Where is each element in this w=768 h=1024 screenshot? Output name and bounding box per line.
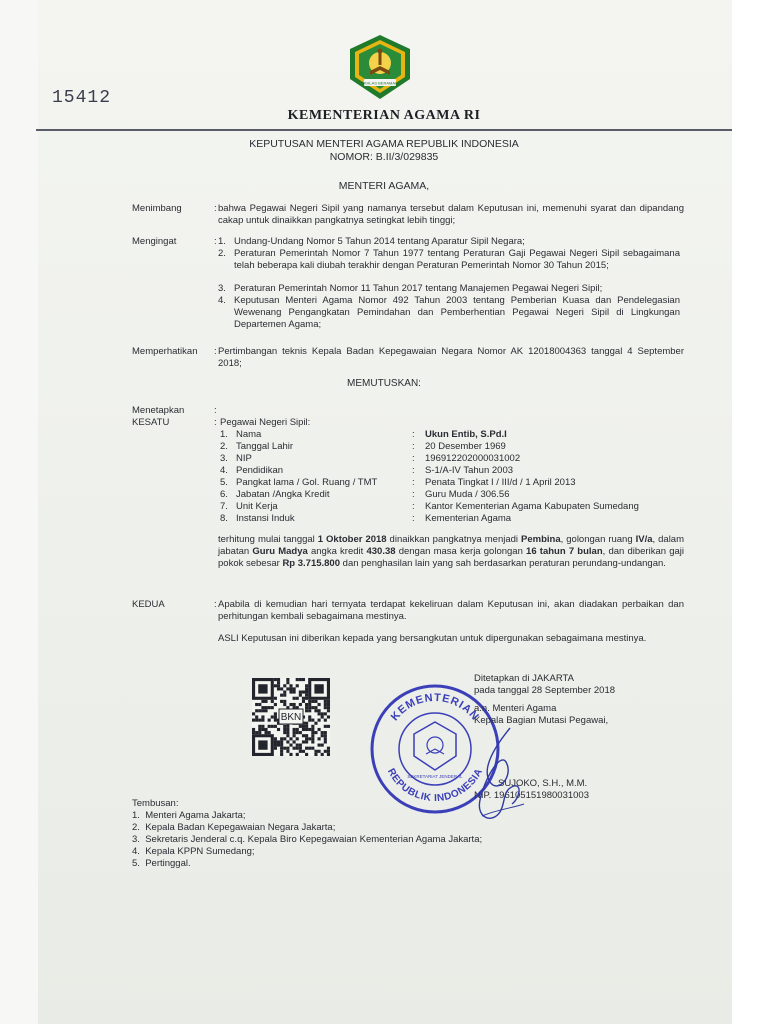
qr-center-label: BKN <box>280 712 302 723</box>
mengingat-item: Peraturan Pemerintah Nomor 7 Tahun 1977 tentang Peraturan Gaji Pegawai Negeri Sipil sebagaimana telah beberapa kali diubah terakhir dengan Peraturan Pemerintah Nomor 30 Tahun 2015; <box>234 248 680 271</box>
colon: : <box>214 203 217 214</box>
colon: : <box>412 441 415 452</box>
colon: : <box>412 465 415 476</box>
signer-name: SUJOKO, S.H., M.M. <box>498 778 588 789</box>
colon: : <box>412 429 415 440</box>
ministry-logo <box>346 33 414 101</box>
list-number: 2. <box>132 822 146 833</box>
stamp-inner-text: SEKRETARIAT JENDERAL <box>407 774 463 779</box>
handwritten-signature <box>462 720 532 830</box>
memutuskan-heading: MEMUTUSKAN: <box>347 378 421 389</box>
decree-number: NOMOR: B.II/3/029835 <box>329 151 439 163</box>
text-run: , dan diberikan gaji pokok sebesar <box>218 546 684 569</box>
new-position: Guru Madya <box>252 546 308 557</box>
list-number: 1. <box>218 236 226 247</box>
tembusan-label: Tembusan: <box>132 798 179 809</box>
field-number: 2. <box>220 441 228 452</box>
mengingat-item: Keputusan Menteri Agama Nomor 492 Tahun 2003 tentang Pemberian Kuasa dan Pendelegasian Wewenang Pengangkatan Pemindahan dan Pemberhentian Pegawai Negeri Sipil di Lingkungan Departemen Agama; <box>234 295 680 330</box>
credit-score: 430.38 <box>366 546 396 557</box>
text-run: dinaikkan pangkatnya menjadi <box>386 534 522 545</box>
signing-on-behalf: a.n. Menteri Agama <box>474 703 557 714</box>
field-label: Tanggal Lahir <box>236 441 294 452</box>
promotion-date: 1 Oktober 2018 <box>317 534 387 545</box>
stamp-bottom-text: REPUBLIK INDONESIA <box>384 766 486 805</box>
field-label: Nama <box>236 429 262 440</box>
colon: : <box>214 417 217 428</box>
field-label: Jabatan /Angka Kredit <box>236 489 330 500</box>
colon: : <box>214 599 217 610</box>
field-label: NIP <box>236 453 252 464</box>
signer-nip: NIP. 196105151980031003 <box>474 790 589 801</box>
stamp-top-text: KEMENTERIAN <box>388 691 482 724</box>
list-number: 5. <box>132 858 146 869</box>
list-number: 4. <box>218 295 226 306</box>
document-number: 15412 <box>52 88 112 108</box>
tembusan-item <box>132 858 191 870</box>
field-value: S-1/A-IV Tahun 2003 <box>425 465 514 476</box>
field-value: 196912202000031002 <box>425 453 521 464</box>
logo-banner-text: IKHLAS BERAMAL <box>362 80 398 86</box>
kesatu-intro: Pegawai Negeri Sipil: <box>220 417 311 428</box>
list-number: 2. <box>218 248 226 259</box>
menetapkan-label: Menetapkan <box>132 405 185 416</box>
tenure: 16 tahun 7 bulan <box>526 546 603 557</box>
base-salary: Rp 3.715.800 <box>282 558 341 569</box>
list-number: 4. <box>132 846 146 857</box>
colon: : <box>412 477 415 488</box>
list-number: 3. <box>132 834 146 845</box>
tembusan-item <box>132 810 246 822</box>
field-value: Kementerian Agama <box>425 513 512 524</box>
colon: : <box>214 346 217 357</box>
list-number: 1. <box>132 810 146 821</box>
bkn-qr-code <box>252 678 330 756</box>
new-grade: IV/a <box>635 534 653 545</box>
mengingat-item: Undang-Undang Nomor 5 Tahun 2014 tentang Aparatur Sipil Negara; <box>234 236 525 247</box>
text-run: , dalam jabatan <box>218 534 685 557</box>
tembusan-item-text: Menteri Agama Jakarta; <box>145 810 246 821</box>
memperhatikan-text: Pertimbangan teknis Kepala Badan Kepegawaian Negara Nomor AK 12018004363 tanggal 4 September 2018; <box>218 346 684 369</box>
field-number: 6. <box>220 489 228 500</box>
decree-title-line: KEPUTUSAN MENTERI AGAMA REPUBLIK INDONESIA <box>249 138 519 150</box>
field-number: 8. <box>220 513 228 524</box>
list-number: 3. <box>218 283 226 294</box>
field-value: Penata Tingkat I / III/d / 1 April 2013 <box>425 477 576 488</box>
field-value: Guru Muda / 306.56 <box>425 489 510 500</box>
signing-place: Ditetapkan di JAKARTA <box>474 673 574 684</box>
colon: : <box>214 405 217 416</box>
field-number: 7. <box>220 501 228 512</box>
tembusan-item-text: Sekretaris Jenderal c.q. Kepala Biro Kepegawaian Kementerian Agama Jakarta; <box>145 834 483 845</box>
text-run: terhitung mulai tanggal <box>218 534 318 545</box>
menimbang-label: Menimbang <box>132 203 182 214</box>
colon: : <box>214 236 217 247</box>
header-rule <box>36 129 732 131</box>
memperhatikan-label: Memperhatikan <box>132 346 198 357</box>
tembusan-item-text: Kepala KPPN Sumedang; <box>145 846 255 857</box>
tembusan-item <box>132 822 335 834</box>
decree-title <box>0 138 768 164</box>
minister-heading: MENTERI AGAMA, <box>338 180 430 192</box>
text-run: angka kredit <box>307 546 367 557</box>
mengingat-label: Mengingat <box>132 236 177 247</box>
tembusan-item <box>132 834 482 846</box>
kesatu-label: KESATU <box>132 417 170 428</box>
field-value-name: Ukun Entib, S.Pd.I <box>425 429 507 440</box>
new-rank: Pembina <box>521 534 561 545</box>
text-run: , golongan ruang <box>560 534 636 545</box>
menimbang-text: bahwa Pegawai Negeri Sipil yang namanya tersebut dalam Keputusan ini, memenuhi syarat dan dipandang cakap untuk dinaikkan pangkatnya setingkat lebih tinggi; <box>218 203 684 226</box>
field-label: Instansi Induk <box>236 513 295 524</box>
promotion-paragraph <box>218 534 684 570</box>
kedua-asli-text: ASLI Keputusan ini diberikan kepada yang bersangkutan untuk dipergunakan sebagaimana mestinya. <box>218 633 647 644</box>
field-number: 1. <box>220 429 228 440</box>
ministry-title: KEMENTERIAN AGAMA RI <box>287 108 481 123</box>
colon: : <box>412 501 415 512</box>
colon: : <box>412 489 415 500</box>
tembusan-item <box>132 846 255 858</box>
tembusan-item-text: Pertinggal. <box>145 858 191 869</box>
mengingat-item: Peraturan Pemerintah Nomor 11 Tahun 2017 tentang Manajemen Pegawai Negeri Sipil; <box>234 283 603 294</box>
field-value: Kantor Kementerian Agama Kabupaten Sumedang <box>425 501 639 512</box>
field-value: 20 Desember 1969 <box>425 441 506 452</box>
text-run: dan penghasilan lain yang sah berdasarkan peraturan perundang-undangan. <box>340 558 666 569</box>
field-label: Pendidikan <box>236 465 284 476</box>
signing-role: Kepala Bagian Mutasi Pegawai, <box>474 715 609 726</box>
field-number: 4. <box>220 465 228 476</box>
field-number: 3. <box>220 453 228 464</box>
field-label: Unit Kerja <box>236 501 278 512</box>
kedua-label: KEDUA <box>132 599 165 610</box>
signing-date: pada tanggal 28 September 2018 <box>474 685 616 696</box>
colon: : <box>412 513 415 524</box>
colon: : <box>412 453 415 464</box>
tembusan-item-text: Kepala Badan Kepegawaian Negara Jakarta; <box>145 822 336 833</box>
field-number: 5. <box>220 477 228 488</box>
text-run: dengan masa kerja golongan <box>395 546 527 557</box>
kedua-text: Apabila di kemudian hari ternyata terdapat kekeliruan dalam Keputusan ini, akan diadakan perbaikan dan perhitungan kembali sebagaimana mestinya. <box>218 599 684 622</box>
field-label: Pangkat lama / Gol. Ruang / TMT <box>236 477 378 488</box>
